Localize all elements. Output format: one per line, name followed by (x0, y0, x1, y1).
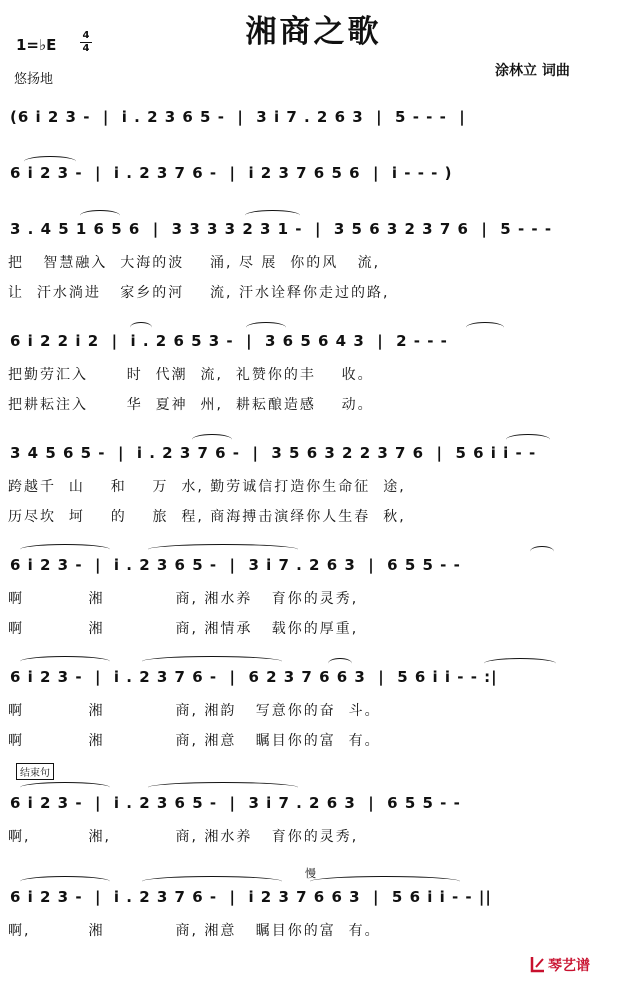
lyric-line: 跨越千 山 和 万 水, 勤劳诚信打造你生命征 途, (8, 479, 406, 495)
slur-mark (142, 656, 282, 667)
meter-top: 4 (82, 30, 90, 41)
notation-row (10, 790, 617, 820)
slur-mark (20, 656, 110, 667)
slur-mark (530, 546, 554, 557)
lyric-line: 啊 湘 商, 湘水养 育你的灵秀, (8, 591, 359, 607)
row-notes: 6 i 2 3 - | i . 2 3 6 5 - | 3 i 7 . 2 6 3 | 6 5 5 - - (10, 556, 461, 574)
lyric-line: 历尽坎 坷 的 旅 程, 商海搏击演绎你人生春 秋, (8, 509, 406, 525)
lyric-line: 啊 湘 商, 湘韵 写意你的奋 斗。 (8, 703, 381, 719)
slur-mark (148, 544, 298, 555)
notation-row (10, 160, 617, 190)
slur-mark (506, 434, 550, 445)
slur-mark (20, 544, 110, 555)
slur-mark (310, 876, 460, 887)
key-signature: 1=♭E (16, 36, 57, 54)
slur-mark (20, 782, 110, 793)
lyric-line: 把耕耘注入 华 夏神 州, 耕耘酿造感 动。 (8, 397, 374, 413)
row-notes: 6 i 2 3 - | i . 2 3 6 5 - | 3 i 7 . 2 6 3 | 6 5 5 - - (10, 794, 461, 812)
slur-mark (20, 876, 110, 887)
row-notes: 6 i 2 3 - | i . 2 3 7 6 - | i 2 3 7 6 6 3 | 5 6 i i - - || (10, 888, 492, 906)
notation-row (10, 104, 617, 134)
tempo-change-mark: 慢 (305, 867, 316, 880)
row-notes: 6 i 2 3 - | i . 2 3 7 6 - | i 2 3 7 6 5 6 | i - - - ) (10, 164, 453, 182)
lyric-line: 把勤劳汇入 时 代潮 流, 礼赞你的丰 收。 (8, 367, 374, 383)
notation-row (10, 216, 617, 246)
meter-bottom: 4 (80, 42, 92, 55)
slur-mark (466, 322, 504, 333)
notation-row (10, 552, 617, 582)
lyric-line: 啊, 湘 商, 湘意 瞩目你的富 有。 (8, 923, 381, 939)
lyric-line: 啊 湘 商, 湘意 瞩目你的富 有。 (8, 733, 381, 749)
logo-icon (530, 955, 546, 973)
slur-mark (246, 322, 286, 333)
row-notes: 6 i 2 2 i 2 | i . 2 6 5 3 - | 3 6 5 6 4 3 | 2 - - - (10, 332, 448, 350)
slur-mark (24, 156, 76, 167)
notation-row (10, 328, 617, 358)
lyric-line: 啊 湘 商, 湘情承 载你的厚重, (8, 621, 359, 637)
composer-credit: 涂林立 词曲 (495, 63, 570, 79)
song-title: 湘商之歌 (245, 14, 382, 50)
ending-label: 结束句 (16, 763, 54, 780)
notation-row (10, 664, 617, 694)
notation-row (10, 440, 617, 470)
slur-mark (328, 658, 352, 669)
slur-mark (148, 782, 298, 793)
slur-mark (245, 210, 300, 221)
row-notes: 3 . 4 5 1 6 5 6 | 3 3 3 3 2 3 1 - | 3 5 6 3 2 3 7 6 | 5 - - - (10, 220, 553, 238)
row-notes: (6 i 2 3 - | i . 2 3 6 5 - | 3 i 7 . 2 6 3 | 5 - - - | (10, 108, 466, 126)
slur-mark (142, 876, 282, 887)
slur-mark (80, 210, 120, 221)
time-signature (80, 30, 92, 55)
row-notes: 3 4 5 6 5 - | i . 2 3 7 6 - | 3 5 6 3 2 2 3 7 6 | 5 6 i i - - (10, 444, 537, 462)
lyric-line: 让 汗水淌进 家乡的河 流, 汗水诠释你走过的路, (8, 285, 390, 301)
slur-mark (192, 434, 232, 445)
lyric-line: 啊, 湘, 商, 湘水养 育你的灵秀, (8, 829, 359, 845)
slur-mark (130, 322, 152, 333)
lyric-line: 把 智慧融入 大海的波 涌, 尽 展 你的风 流, (8, 255, 381, 271)
tempo-marking: 悠扬地 (14, 72, 54, 87)
slur-mark (484, 658, 556, 669)
watermark-text: 琴艺谱 (548, 958, 590, 974)
notation-row (10, 884, 617, 914)
row-notes: 6 i 2 3 - | i . 2 3 7 6 - | 6 2 3 7 6 6 3 | 5 6 i i - - :| (10, 668, 498, 686)
